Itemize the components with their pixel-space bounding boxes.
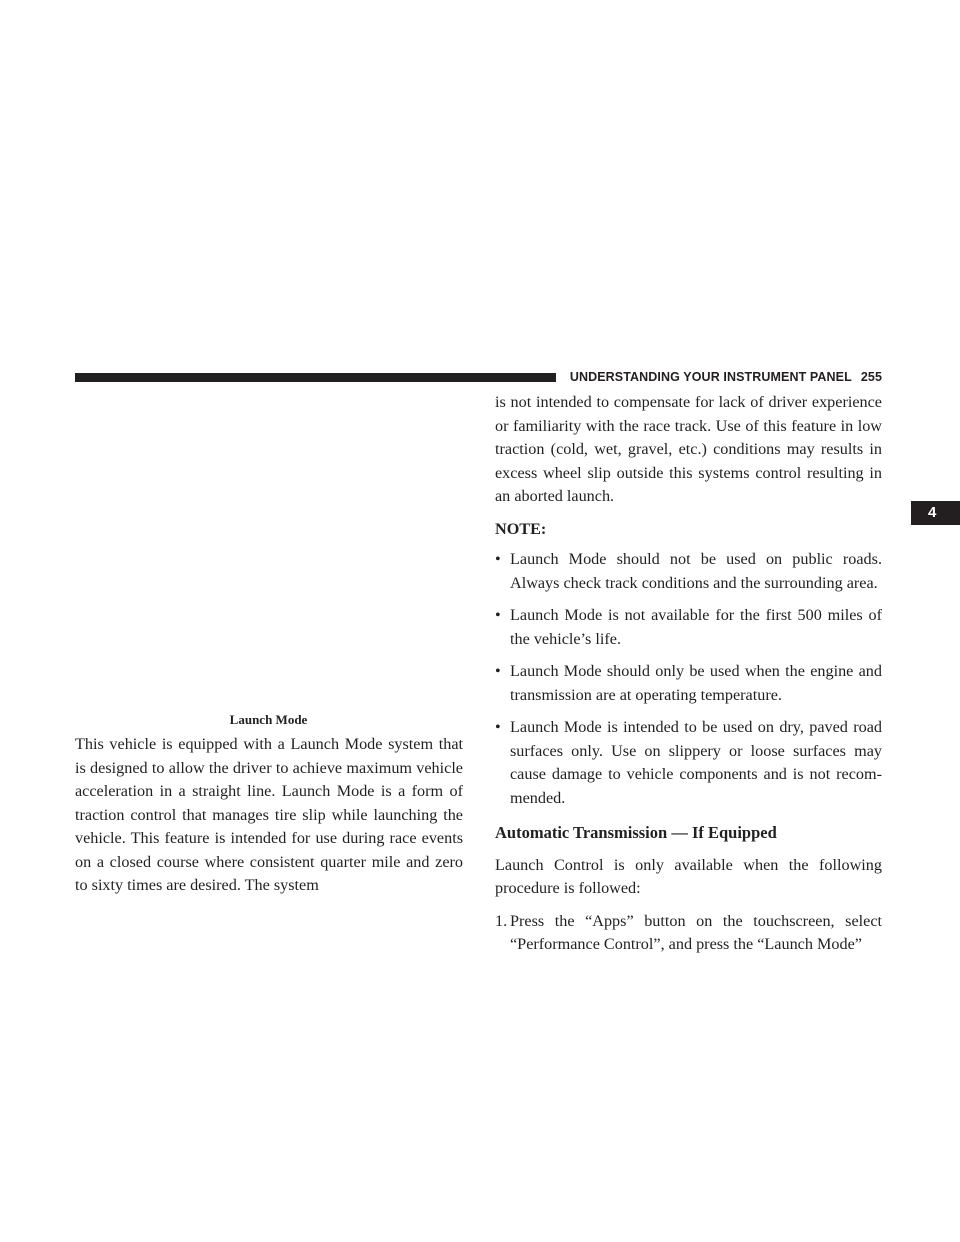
running-header [566,370,882,384]
figure-caption: Launch Mode [229,712,308,727]
list-item: • Launch Mode should only be used when the engine and transmission are at operating temperature. [495,660,882,707]
list-item: • Launch Mode is intended to be used on dry, paved road surfaces only. Use on slippery or loose surfaces may cause damage to vehicle components and is not recom-mended. [495,716,882,810]
left-column [75,733,463,898]
intro-paragraph: Launch Control is only available when the following procedure is followed: [495,855,882,897]
right-column [495,391,882,957]
list-item: • Launch Mode should not be used on public roads. Always check track conditions and the surrounding area. [495,548,882,595]
header-rule [75,373,556,382]
section-heading: Automatic Transmission — If Equipped [495,823,777,842]
body-paragraph: is not intended to compensate for lack of driver experience or familiarity with the race track. Use of this feature in low traction (cold, wet, gravel, etc.) conditions may results in excess wheel slip outside this systems control resulting in an aborted launch. [495,393,882,505]
chapter-tab: 4 [911,501,960,525]
list-item: • Launch Mode is not available for the first 500 miles of the vehicle’s life. [495,604,882,651]
note-list [495,548,882,810]
note-label: NOTE: [495,519,547,538]
step-text: Press the “Apps” button on the touchscreen, select “Performance Control”, and press the “Launch Mode” [510,911,882,953]
procedure-step [495,910,882,957]
body-paragraph: This vehicle is equipped with a Launch Mode system that is designed to allow the driver to achieve maximum vehicle acceleration in a straight line. Launch Mode is a form of traction control that manages tire slip while launching the vehicle. This feature is intended for use during race events on a closed course where consistent quarter mile and zero to sixty times are desired. The system [75,735,463,894]
section-title: UNDERSTANDING YOUR INSTRUMENT PANEL [569,370,852,384]
step-number: 1. [495,911,508,930]
page-number: 255 [860,370,882,384]
